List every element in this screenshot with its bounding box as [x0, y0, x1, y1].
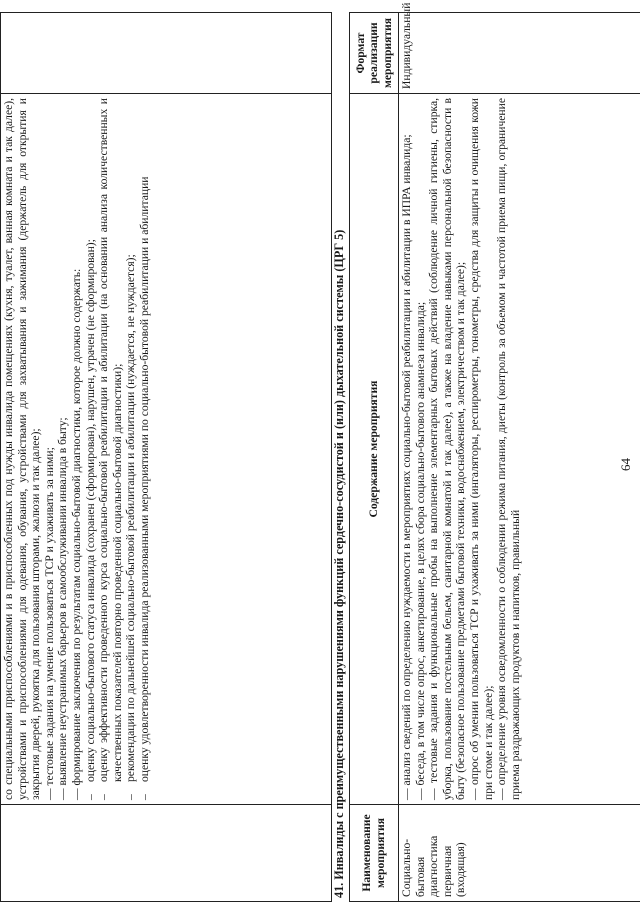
measure-content-cell	[399, 94, 640, 805]
content-item: — беседа, в том числе опрос, анкетирование, в целях сбора социально-бытового анамнеза инвалида;	[413, 301, 427, 800]
header-content: Содержание мероприятия	[350, 94, 399, 805]
sub-item: – рекомендации по дальнейшей социально-бытовой реабилитации и абилитации (нуждается, не нуждается);	[124, 98, 138, 782]
sub-item: – оценку социально-бытового статуса инвалида (сохранен (сформирован), нарушен, утрачен (не сформирован);	[84, 98, 98, 782]
continued-format-cell	[1, 13, 332, 94]
content-item: — определение уровня осведомленности о соблюдении режима питания, диеты (контроль за объемом и частотой приема пищи, ограничение приема раздражающих продуктов и напитков, правильный	[495, 98, 522, 800]
continued-line: со специальными приспособлениями и в приспособленных под нужды инвалида помещениях (кухня, туалет, ванная комната и так далее), устройствами и приспособлениями для одевания, обувания, устройствами для захватывания и зажимания (держатель для открытия и закрытия дверей, рукоятка для пользования шторами, жалюзи и так далее);	[2, 98, 43, 800]
measure-name-cell: Социально-бытовая диагностика первичная (входящая)	[399, 805, 640, 902]
header-name: Наименование мероприятия	[350, 805, 399, 902]
continued-content-cell	[1, 94, 332, 805]
continued-name-cell	[1, 805, 332, 902]
section-title: 41. Инвалиды с преимущественными нарушениями функций сердечно-сосудистой и (или) дыхательной системы (ЦРГ 5)	[332, 229, 346, 898]
continued-line: — тестовые задания на умение пользоваться ТСР и ухаживать за ними;	[42, 447, 56, 800]
continued-line: — формирование заключения по результатам социально-бытовой диагностики, которое должно содержать:	[69, 268, 83, 800]
measures-table	[349, 2, 640, 902]
sub-item: – оценку удовлетворенности инвалида реализованными мероприятиями по социально-бытовой реабилитации и абилитации	[138, 98, 152, 782]
content-item: — тестовые задания и функциональные пробы на выполнение элементарных бытовых действий (соблюдение личной гигиены, стирка, уборка, пользование постельным бельем, санитарной комнатой и так далее), а также на владение навыками персональной безопасности в быту (безопасное пользование предметами бытовой техники, водоснабжением, электричеством и так далее);	[427, 98, 468, 800]
content-item: — опрос об умении пользоваться ТСР и ухаживать за ними (ингаляторы, респирометры, тонометры, средства для защиты и очищения кожи при стоме и так далее);	[467, 98, 495, 800]
page-number: 64	[618, 458, 633, 471]
content-item: — анализ сведений по определению нуждаемости в мероприятиях социально-бытовой реабилитации и абилитации в ИПРА инвалида;	[400, 134, 413, 800]
continued-table	[0, 12, 332, 902]
header-format: Формат реализации мероприятия	[350, 13, 399, 94]
measure-format-cell: Индивидуальный	[399, 13, 640, 94]
continued-line: — выявление неустранимых барьеров в самообслуживании инвалида в быту;	[56, 417, 70, 800]
sub-item: – оценку эффективности проведенного курса социально-бытовой реабилитации и абилитации (на основании анализа количественных и качественных показателей повторно проведенной социально-бытовой диагностики);	[97, 98, 124, 782]
continued-table-row	[1, 13, 332, 902]
table-header-row	[350, 13, 399, 902]
table-row	[399, 13, 640, 902]
